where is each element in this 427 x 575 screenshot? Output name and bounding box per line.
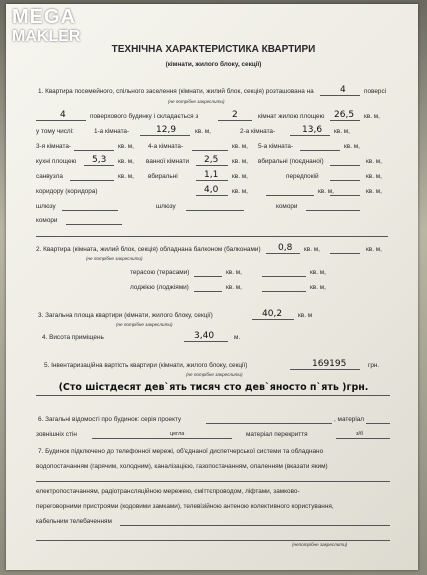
s1-r5-label: 5-а кімната- bbox=[258, 143, 294, 150]
s6-text: 6. Загальні відомості про будинок: серія проекту bbox=[38, 416, 182, 423]
s1-bath: 2,5 bbox=[204, 155, 219, 165]
s1-text: 1. Квартира посемейного, спільного заселення (кімнати, жилий блок, секція) розташована на bbox=[38, 88, 314, 95]
s1-wc-label: санвузла bbox=[36, 173, 63, 180]
s1-living-line bbox=[330, 120, 360, 121]
s1-r2: 13,6 bbox=[302, 125, 323, 135]
s1-extra2-line bbox=[330, 195, 360, 196]
s1-storeys-text: поверхового будинку і складається з bbox=[90, 113, 199, 120]
s1-toilet-unit: кв. м, bbox=[232, 173, 248, 180]
s1-toilet-comb-label: вбиральні (поєднаної) bbox=[258, 158, 324, 165]
document-title: ТЕХНІЧНА ХАРАКТЕРИСТИКА КВАРТИРИ bbox=[111, 44, 316, 55]
s1-hall-unit: кв. м, bbox=[366, 173, 382, 180]
s1-rooms-text: кімнат жилою площею bbox=[258, 113, 325, 120]
s1-kitchen-unit: кв. м, bbox=[118, 158, 134, 165]
s7-blank-line bbox=[36, 481, 390, 482]
s2-terrace-line bbox=[194, 276, 222, 277]
s1-corridor: 4,0 bbox=[204, 185, 219, 195]
s7-note: (непотрібне закреслити) bbox=[292, 542, 348, 547]
s2-balcony-unit: кв. м, bbox=[304, 246, 320, 253]
s1-extra2-unit: кв. м, bbox=[366, 188, 382, 195]
s7-line2: водопостачанням (гарячим, холодним), каналізацією, газопостачанням, опаленням (вказати яким) bbox=[36, 463, 328, 470]
s1-note: (не потрібне закреслити) bbox=[168, 99, 225, 104]
s2-text: 2. Квартира (кімната, жилий блок, секція) обладнана балконом (балконами) bbox=[36, 246, 261, 253]
s2-balcony: 0,8 bbox=[278, 243, 293, 253]
s1-r2-label: 2-а кімната- bbox=[240, 128, 276, 135]
s1-end-line bbox=[36, 236, 388, 237]
s1-storage2-label: комори bbox=[36, 217, 58, 224]
s5-value-line bbox=[290, 369, 360, 370]
s3-total-line bbox=[252, 319, 294, 320]
s2-loggia2-unit: кв. м, bbox=[310, 284, 326, 291]
s2-loggia-line bbox=[194, 291, 222, 292]
s1-toilet: 1,1 bbox=[204, 170, 219, 180]
s7-end-line bbox=[36, 540, 390, 541]
s7-line5: кабельним телебаченням bbox=[36, 518, 112, 525]
s1-bath-line bbox=[196, 165, 228, 166]
s5-note: (не потрібне закреслити) bbox=[186, 372, 243, 377]
s6-material: , матеріал bbox=[334, 416, 365, 423]
s1-r1-label: 1-а кімната- bbox=[94, 128, 130, 135]
s3-total: 40,2 bbox=[262, 309, 283, 319]
s7-line3: електропостачанням, радіотрансляційною мережею, сміттєпроводом, ліфтами, замково- bbox=[36, 488, 300, 495]
s1-r4-unit: кв. м, bbox=[232, 143, 248, 150]
s1-lock2-label: шлюзу bbox=[156, 203, 176, 210]
s1-r1-line bbox=[140, 135, 190, 136]
s1-lock2-line bbox=[186, 210, 244, 211]
s7-line1: 7. Будинок підключено до телефонної мережі, об'єднаної диспетчерської системи та обладнано bbox=[38, 448, 324, 455]
s5-text: 5. Інвентаризаційна вартість квартири (кімнати, жилого блоку, секції) bbox=[44, 362, 248, 369]
s4-unit: м. bbox=[234, 334, 241, 341]
s1-r2-line bbox=[290, 135, 330, 136]
s1-floor-line bbox=[320, 95, 360, 96]
s1-corridor-unit: кв. м, bbox=[232, 188, 248, 195]
s1-hall-line bbox=[330, 180, 360, 181]
watermark-line2: MAKLER bbox=[12, 28, 81, 45]
s1-hall-label: передпокій bbox=[286, 173, 319, 180]
s1-r3-line bbox=[74, 150, 114, 151]
s1-r3-unit: кв. м, bbox=[118, 143, 134, 150]
s6-series-line bbox=[206, 423, 332, 424]
s3-note: (не потрібне закреслити) bbox=[116, 322, 173, 327]
s1-floor-label: поверсі bbox=[364, 88, 387, 95]
s1-extra-line bbox=[266, 195, 314, 196]
s3-unit: кв. м bbox=[298, 312, 313, 319]
s1-lock-line bbox=[62, 210, 118, 211]
s1-storage-line bbox=[306, 210, 360, 211]
s6-walls: зовнішніх стін bbox=[36, 431, 77, 438]
s1-storeys-line bbox=[36, 120, 86, 121]
s1-toilet-comb-line bbox=[330, 165, 360, 166]
s6-walls-val: цегла bbox=[170, 431, 185, 437]
s2-terrace2-unit: кв. м, bbox=[310, 269, 326, 276]
s2-balcony-line bbox=[266, 253, 300, 254]
s7-line4: переговорними пристроями (кодовими замками), телевізійною антеною колективного користування, bbox=[36, 503, 334, 510]
s1-r5-line bbox=[300, 150, 340, 151]
s4-height-line bbox=[184, 341, 228, 342]
s1-wc-line bbox=[70, 180, 114, 181]
s1-lock-label: шлюзу bbox=[36, 203, 56, 210]
s1-storage2-line bbox=[66, 224, 122, 225]
s1-r3-label: 3-я кімната- bbox=[36, 143, 72, 150]
s2-note: (не потрібне закреслити) bbox=[86, 256, 143, 261]
s1-extra-unit: кв. м, bbox=[318, 188, 334, 195]
s6-walls-line bbox=[92, 438, 232, 439]
s2-extra-line bbox=[330, 253, 360, 254]
s3-text: 3. Загальна площа квартири (кімнати, жилого блоку, секції) bbox=[38, 312, 213, 319]
s1-r1: 12,9 bbox=[156, 125, 177, 135]
s6-floors-val: з/б bbox=[356, 431, 364, 437]
s1-rooms-line bbox=[218, 120, 252, 121]
s1-floor: 4 bbox=[340, 85, 346, 95]
s2-loggia2-line bbox=[262, 291, 306, 292]
s5-value: 169195 bbox=[312, 359, 347, 369]
s1-r4-line bbox=[192, 150, 228, 151]
s1-living-area: 26,5 bbox=[334, 110, 355, 120]
s7-line5-fill bbox=[120, 525, 390, 526]
s1-kitchen: 5,3 bbox=[92, 155, 107, 165]
s2-terrace2-line bbox=[262, 276, 306, 277]
s1-corridor-label: коридору (коридора) bbox=[36, 188, 98, 195]
s5-words: (Сто шістдесят дев`ять тисяч сто дев`яносто п`ять )грн. bbox=[58, 382, 369, 393]
s1-living-unit: кв. м, bbox=[364, 113, 380, 120]
s1-r2-unit: кв. м, bbox=[334, 128, 350, 135]
s1-kitchen-line bbox=[84, 165, 114, 166]
s1-corridor-line bbox=[196, 195, 228, 196]
s4-text: 4. Висота приміщень bbox=[42, 334, 104, 341]
s1-bath-unit: кв. м, bbox=[232, 158, 248, 165]
s2-terrace-unit: кв. м, bbox=[226, 269, 242, 276]
watermark-line1: MEGA bbox=[12, 6, 76, 28]
s5-unit: грн. bbox=[368, 362, 380, 369]
s1-storeys: 4 bbox=[60, 110, 66, 120]
s6-floors: матеріал перекриття bbox=[246, 431, 308, 438]
s1-r1-unit: кв. м, bbox=[195, 128, 211, 135]
s1-storage-label: комори bbox=[276, 203, 298, 210]
document-subtitle: (кімнати, жилого блоку, секції) bbox=[165, 61, 262, 68]
s1-r5-unit: кв. м, bbox=[344, 143, 360, 150]
s1-toilet-comb-unit: кв. м, bbox=[366, 158, 382, 165]
s2-extra-unit: кв. м, bbox=[366, 246, 382, 253]
s1-toilet-line bbox=[196, 180, 228, 181]
s6-floors-line bbox=[336, 438, 390, 439]
s5-words-line bbox=[36, 395, 390, 396]
s1-bath-label: ванної кімнати bbox=[146, 158, 190, 165]
s1-rooms: 2 bbox=[232, 110, 238, 120]
s1-kitchen-label: кухні площею bbox=[36, 158, 77, 165]
s2-loggia-label: лоджією (лоджіями) bbox=[130, 284, 189, 291]
s1-toilet-label: вбиральні bbox=[148, 173, 178, 180]
s1-r4-label: 4-а кімната- bbox=[148, 143, 184, 150]
s1-incl: у тому числі: bbox=[36, 128, 74, 135]
s2-terrace-label: терасою (терасами) bbox=[130, 269, 190, 276]
s1-wc-unit: кв. м, bbox=[118, 173, 134, 180]
s4-height: 3,40 bbox=[194, 331, 215, 341]
s6-material-line bbox=[366, 423, 390, 424]
s2-loggia-unit: кв. м, bbox=[226, 284, 242, 291]
